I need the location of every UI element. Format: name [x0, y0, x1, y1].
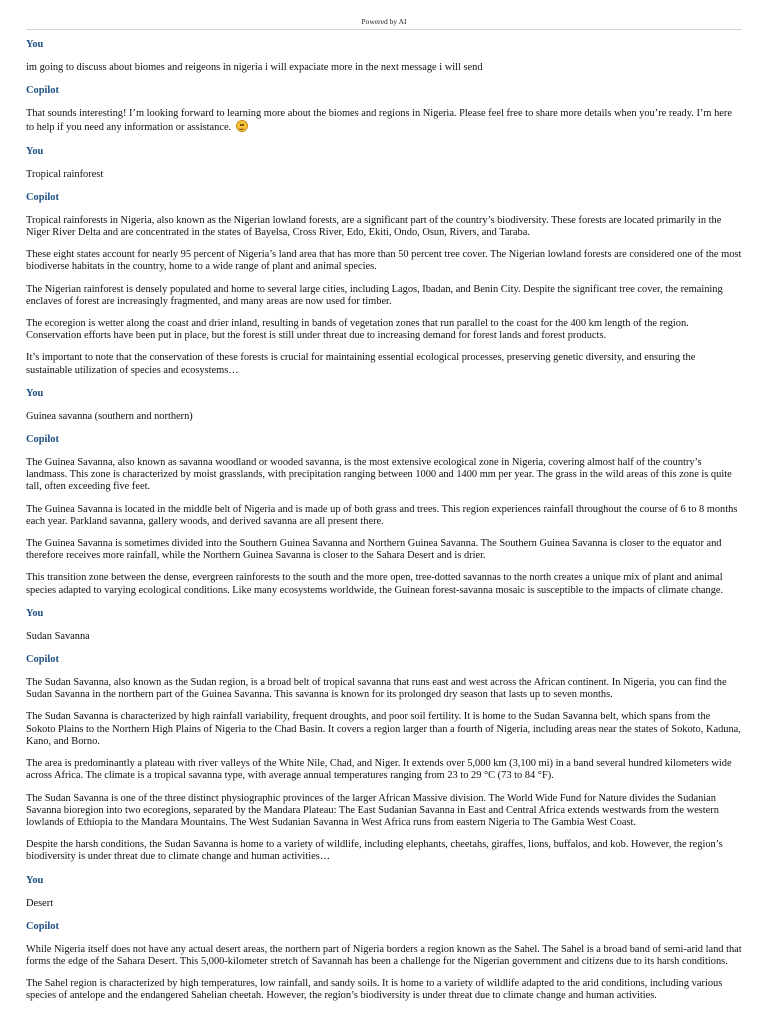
speaker-label: Copilot [26, 85, 59, 97]
message-paragraph [26, 677, 742, 701]
speaker-label: You [26, 874, 44, 886]
message-text: This transition zone between the dense, evergreen rainforests to the south and the more open, tree-dotted savannas to the north creates a unique mix of plant and animal species adapted to varying ecological conditions. Like many ecosystems worldwide, the Guinean forest-savanna mosaic is susceptible to the impacts of climate change. [26, 572, 724, 596]
message-paragraph [26, 978, 742, 1002]
speaker-label: You [26, 145, 44, 157]
user-message [26, 146, 742, 181]
message-text: The Nigerian rainforest is densely populated and home to several large cities, including Lagos, Ibadan, and Benin City. Despite the significant tree cover, the remaining enclaves of forest are increasingly fragmented, and many areas are now used for timber. [26, 283, 723, 307]
message-text: These eight states account for nearly 95 percent of Nigeria’s land area that has more than 50 percent tree cover. The Nigerian lowland forests are considered one of the most biodiverse habitats in the country, home to a wide range of plant and animal species. [26, 249, 742, 273]
message-text: Tropical rainforest [26, 168, 104, 180]
message-paragraph [26, 538, 742, 562]
header-divider [26, 29, 742, 30]
message-paragraph [26, 504, 742, 528]
message-text: The Guinea Savanna is located in the middle belt of Nigeria and is made up of both grass and trees. This region experiences rainfall throughout the course of 6 to 8 months each year. Parkland savanna, gallery woods, and derived savanna are all present there. [26, 503, 738, 527]
message-text: Desert [26, 897, 54, 909]
message-text: The Sudan Savanna is characterized by high rainfall variability, frequent droughts, and poor soil fertility. It is home to the Sudan Savanna belt, which spans from the Sokoto Plains to the Northern High Plains of Nigeria to the Chad Basin. It covers a region larger than a fourth of Nigeria, including areas near the states of Sokoto, Kaduna, Kano, and Borno. [26, 711, 741, 747]
message-text: im going to discuss about biomes and reigeons in nigeria i will expaciate more in the next message i will send [26, 62, 483, 73]
speaker-label: Copilot [26, 920, 59, 932]
speaker-label: Copilot [26, 654, 59, 666]
message-text: Despite the harsh conditions, the Sudan Savanna is home to a variety of wildlife, including elephants, cheetahs, giraffes, lions, buffalos, and kob. However, the region’s biodiversity is under threat due to climate change and human activities… [26, 839, 723, 863]
message-paragraph [26, 898, 742, 910]
smiling-face-icon [236, 120, 248, 132]
user-message [26, 39, 742, 74]
copilot-message [26, 921, 742, 1003]
message-text: It’s important to note that the conservation of these forests is crucial for maintaining essential ecological processes, preserving genetic diversity, and ensuring the sustainable utilization of species and ecosystems… [26, 352, 696, 376]
message-text: The ecoregion is wetter along the coast and drier inland, resulting in bands of vegetation zones that run parallel to the coast for the 400 km length of the region. Conservation efforts have been put in place, but the forest is still under threat due to increasing demand for forest lands and forest products. [26, 318, 689, 342]
message-text: Guinea savanna (southern and northern) [26, 410, 193, 422]
message-paragraph [26, 169, 742, 181]
copilot-message [26, 654, 742, 863]
speaker-label: You [26, 387, 44, 399]
message-text: The Guinea Savanna is sometimes divided into the Southern Guinea Savanna and Northern Guinea Savanna. The Southern Guinea Savanna is closer to the equator and therefore receives more rainfall, while the Northern Guinea Savanna is closer to the Sahara Desert and is drier. [26, 538, 722, 562]
message-paragraph [26, 839, 742, 863]
speaker-label: You [26, 39, 44, 50]
copilot-message [26, 192, 742, 377]
message-text: Tropical rainforests in Nigeria, also known as the Nigerian lowland forests, are a significant part of the country’s biodiversity. These forests are located primarily in the Niger River Delta and are concentrated in the states of Bayelsa, Cross River, Edo, Ekiti, Ondo, Osun, Rivers, and Taraba. [26, 214, 722, 239]
powered-by-header: Powered by AI [361, 17, 407, 26]
message-paragraph [26, 631, 742, 643]
message-text: The area is predominantly a plateau with river valleys of the White Nile, Chad, and Niger. It extends over 5,000 km (3,100 mi) in a band several hundred kilometers wide across Africa. The climate is a tropical savanna type, with average annual temperatures ranging from 23 to 29 °C (73 to 84 °F). [26, 758, 732, 782]
user-message [26, 608, 742, 643]
speaker-label: Copilot [26, 434, 59, 446]
user-message [26, 388, 742, 423]
message-paragraph [26, 62, 742, 74]
message-text: While Nigeria itself does not have any actual desert areas, the northern part of Nigeria borders a region known as the Sahel. The Sahel is a broad band of semi-arid land that forms the edge of the Sahara Desert. This 5,000-kilometer stretch of Savannah has been a challenge for the Nigerian government and citizens due to its harsh conditions. [26, 943, 742, 967]
message-text: The Sudan Savanna, also known as the Sudan region, is a broad belt of tropical savanna that runs east and west across the African continent. In Nigeria, you can find the Sudan Savanna in the northern part of the Guinea Savanna. This savanna is known for its prolonged dry season that lasts up to seven months. [26, 677, 727, 701]
message-paragraph [26, 411, 742, 423]
message-paragraph [26, 352, 742, 376]
message-text: Sudan Savanna [26, 630, 90, 642]
conversation-transcript [26, 39, 742, 1014]
message-text: That sounds interesting! I’m looking forward to learning more about the biomes and regions in Nigeria. Please feel free to share more details when you’re ready. I’m here to help if you need any information or assistance. [26, 108, 732, 134]
message-paragraph [26, 215, 742, 239]
speaker-label: Copilot [26, 191, 59, 203]
message-paragraph [26, 108, 742, 134]
user-message [26, 875, 742, 910]
message-paragraph [26, 284, 742, 308]
message-text: The Sudan Savanna is one of the three distinct physiographic provinces of the larger African Massive division. The World Wide Fund for Nature divides the Sudanian Savanna bioregion into two ecoregions, separated by the Mandara Plateau: The East Sudanian Savanna in East and Central Africa extends westwards from the western lowlands of Ethiopia to the Mandara Mountains. The West Sudanian Savanna in West Africa runs from eastern Nigeria to The Gambia West Coast. [26, 792, 719, 828]
message-paragraph [26, 758, 742, 782]
speaker-label: You [26, 607, 44, 619]
message-text: The Guinea Savanna, also known as savanna woodland or wooded savanna, is the most extensive ecological zone in Nigeria, covering almost half of the country’s landmass. This zone is characterized by moist grasslands, with precipitation ranging between 1000 and 1400 mm per year. The grass in the wild areas of this zone is quite tall, often exceeding five feet. [26, 457, 732, 493]
message-paragraph [26, 318, 742, 342]
message-paragraph [26, 711, 742, 748]
message-paragraph [26, 572, 742, 596]
copilot-message [26, 85, 742, 134]
message-paragraph [26, 793, 742, 830]
message-paragraph [26, 249, 742, 273]
message-paragraph [26, 944, 742, 968]
copilot-message [26, 434, 742, 597]
message-text: The Sahel region is characterized by high temperatures, low rainfall, and sandy soils. It is home to a variety of wildlife adapted to the arid conditions, including various species of antelope and the endangered Sahelian cheetah. However, the region’s biodiversity is under threat due to climate change and human activities. [26, 978, 723, 1002]
message-paragraph [26, 457, 742, 494]
